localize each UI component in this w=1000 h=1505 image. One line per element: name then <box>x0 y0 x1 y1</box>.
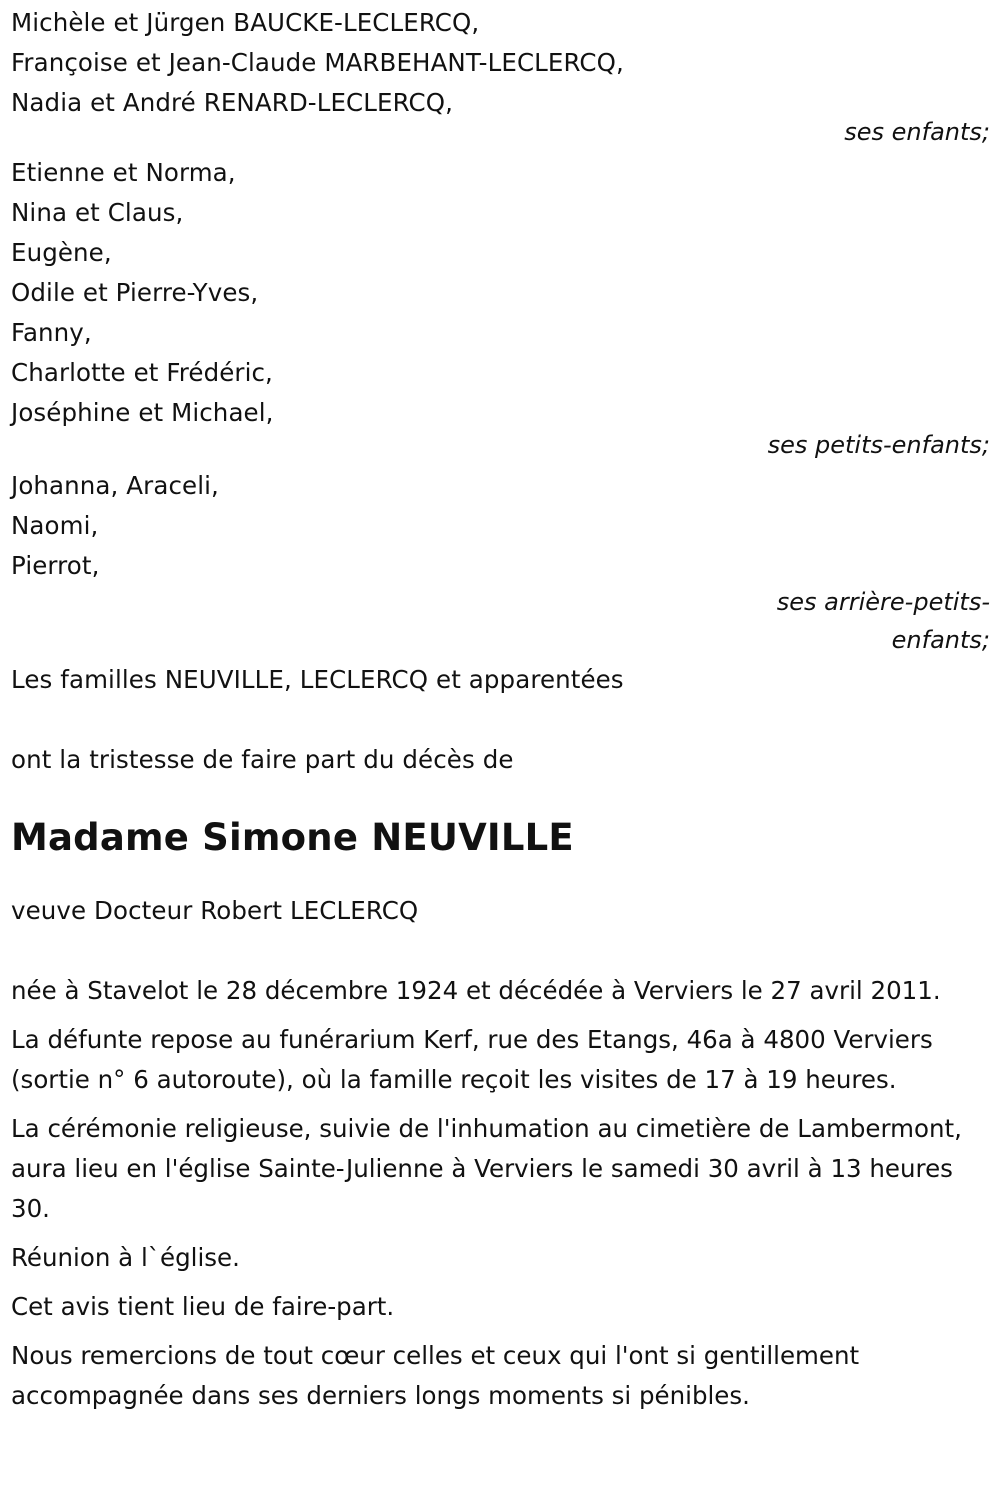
great-grandchildren-role-label <box>11 583 990 659</box>
birth-death-paragraph: née à Stavelot le 28 décembre 1924 et décédée à Verviers le 27 avril 2011. <box>11 976 941 1005</box>
widow-of-line: veuve Docteur Robert LECLERCQ <box>11 896 419 925</box>
great-grandchild-entry: Naomi, <box>11 511 99 540</box>
child-entry: Nadia et André RENARD-LECLERCQ, <box>11 88 453 117</box>
great-grandchild-entry: Johanna, Araceli, <box>11 471 219 500</box>
grandchild-entry: Odile et Pierre-Yves, <box>11 278 259 307</box>
child-entry: Françoise et Jean-Claude MARBEHANT-LECLERCQ, <box>11 48 624 77</box>
notice-paragraph: Cet avis tient lieu de faire-part. <box>11 1292 395 1321</box>
repose-paragraph: La défunte repose au funérarium Kerf, rue des Etangs, 46a à 4800 Verviers (sortie n° 6 autoroute), où la famille reçoit les visites de 17 à 19 heures. <box>11 1025 933 1094</box>
children-list <box>11 0 990 123</box>
great-grandchildren-list <box>11 466 990 586</box>
grandchild-entry: Joséphine et Michael, <box>11 398 274 427</box>
child-entry: Michèle et Jürgen BAUCKE-LECLERCQ, <box>11 8 480 37</box>
families-line: Les familles NEUVILLE, LECLERCQ et apparentées <box>11 665 624 694</box>
grandchild-entry: Etienne et Norma, <box>11 158 236 187</box>
reunion-paragraph: Réunion à l`église. <box>11 1243 240 1272</box>
ceremony-paragraph: La cérémonie religieuse, suivie de l'inhumation au cimetière de Lambermont, aura lieu en l'église Sainte-Julienne à Verviers le samedi 30 avril à 13 heures 30. <box>11 1114 962 1223</box>
grandchildren-role-label: ses petits-enfants; <box>767 431 990 459</box>
great-grandchild-entry: Pierrot, <box>11 551 100 580</box>
grandchildren-list <box>11 153 990 433</box>
great-grandchildren-role-line2: enfants; <box>891 626 990 654</box>
grandchild-entry: Eugène, <box>11 238 112 267</box>
deceased-name-heading: Madame Simone NEUVILLE <box>11 816 574 859</box>
grandchild-entry: Nina et Claus, <box>11 198 184 227</box>
grandchild-entry: Fanny, <box>11 318 92 347</box>
great-grandchildren-role-line1: ses arrière-petits- <box>776 588 990 616</box>
thanks-paragraph: Nous remercions de tout cœur celles et ceux qui l'ont si gentillement accompagnée dans ses derniers longs moments si pénibles. <box>11 1341 860 1410</box>
grandchild-entry: Charlotte et Frédéric, <box>11 358 273 387</box>
children-role-label: ses enfants; <box>844 118 990 146</box>
announcement-line: ont la tristesse de faire part du décès de <box>11 745 514 774</box>
